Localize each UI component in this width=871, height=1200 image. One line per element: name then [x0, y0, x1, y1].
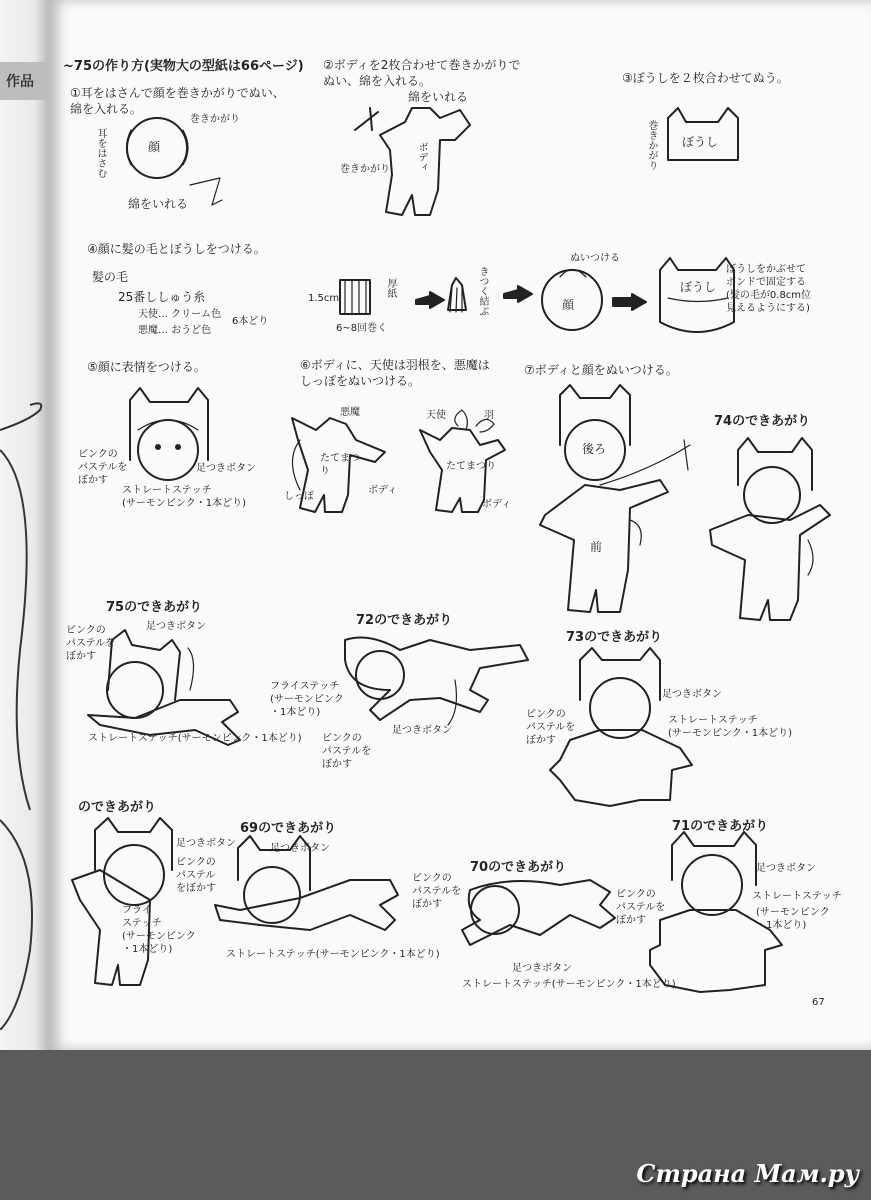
hair-making-illustration	[340, 258, 734, 332]
finished-70-straight: ストレートステッチ(サーモンピンク・1本どり)	[462, 979, 676, 990]
step5-instruction: ⑤顔に表情をつける。	[87, 360, 206, 374]
finished-73-button: 足つきボタン	[662, 689, 722, 700]
page-title: ~75の作り方(実物大の型紙は66ページ)	[63, 59, 304, 74]
finished-72-fly: フライステッチ (サーモンピンク ・1本どり)	[270, 681, 344, 718]
finished-71-salmon: (サーモンピンク ・1本どり)	[756, 907, 830, 931]
finished-75-straight: ストレートステッチ(サーモンピンク・1本どり)	[88, 733, 302, 744]
step2-body-label: ボディ	[416, 142, 427, 172]
step6-devil-label: 悪魔	[340, 407, 360, 418]
step1-makikagari-label: 巻きかがり	[190, 114, 240, 125]
step4-face: 顔	[562, 298, 575, 312]
finished-72-title: 72のできあがり	[356, 613, 453, 628]
step5-pink-label: ピンクの パステルを ぼかす	[78, 449, 128, 486]
step7-front-label: 前	[590, 540, 603, 554]
step5-straight-label: ストレートステッチ (サーモンピンク・1本どり)	[122, 485, 246, 509]
finished-69-button: 足つきボタン	[270, 843, 330, 854]
finished-72-pink: ピンクの パステルを ぼかす	[322, 733, 372, 770]
step4-note: ぼうしをかぶせて ボンドで固定する (髪の毛が0.8cm位 見えるようにする)	[726, 264, 812, 314]
step6-body-devil: ボディ	[368, 485, 398, 496]
finished-75-title: 75のできあがり	[106, 600, 203, 615]
finished-71-button: 足つきボタン	[756, 863, 816, 874]
finished-68-fly: フライ ステッチ (サーモンピンク ・1本どり)	[122, 905, 196, 955]
step4-devil-color: 悪魔… おうど色	[138, 325, 212, 336]
hat-illustration	[668, 108, 738, 160]
finished-71-title: 71のできあがり	[672, 819, 769, 834]
step6-body-angel: ボディ	[482, 499, 512, 510]
step4-angel-color: 天使… クリーム色	[138, 309, 222, 320]
finished-73-straight: ストレートステッチ (サーモンピンク・1本どり)	[668, 715, 792, 739]
step4-strands: 6本どり	[232, 316, 269, 327]
step6-angel-label: 天使	[426, 410, 446, 421]
assembly-illustration	[540, 385, 690, 612]
finished-74-title: 74のできあがり	[714, 414, 811, 429]
finished-73-title: 73のできあがり	[566, 630, 663, 645]
step3-makikagari-label: 巻きかがり	[646, 120, 657, 170]
step2-instruction: ②ボディを2枚合わせて巻きかがりで ぬい、綿を入れる。	[323, 58, 521, 88]
finished-75-button: 足つきボタン	[146, 621, 206, 632]
finished-69-straight: ストレートステッチ(サーモンピンク・1本どり)	[226, 949, 440, 960]
step4-hat: ぼうし	[680, 280, 717, 294]
step6-instruction: ⑥ボディに、天使は羽根を、悪魔は しっぽをぬいつける。	[300, 358, 490, 388]
step4-thread: 25番ししゅう糸	[118, 290, 206, 304]
finished-70-pink: ピンクの パステルを ぼかす	[412, 873, 462, 910]
doll-72-illustration	[345, 638, 528, 725]
finished-71-pink: ピンクの パステルを ぼかす	[616, 889, 666, 926]
chapter-tab-label: 作品	[6, 74, 34, 90]
step3-instruction: ③ぼうしを２枚合わせてぬう。	[622, 71, 789, 85]
step4-hair-title: 髪の毛	[92, 270, 129, 284]
doll-68-illustration	[72, 818, 172, 985]
doll-74-illustration	[710, 438, 830, 620]
finished-68-pink: ピンクの パステル をぼかす	[176, 857, 216, 894]
step2-wata-label: 綿をいれる	[408, 90, 469, 104]
step6-tail-label: しっぽ	[284, 491, 314, 502]
finished-72-button: 足つきボタン	[392, 725, 452, 736]
step4-paper: 厚紙	[385, 278, 396, 298]
finished-71-straight: ストレートステッチ	[752, 891, 842, 902]
step3-hat-label: ぼうし	[682, 135, 719, 149]
step4-sew: ぬいつける	[570, 253, 620, 264]
finished-69-title: 69のできあがり	[240, 821, 337, 836]
finished-70-button: 足つきボタン	[512, 963, 572, 974]
step4-cm: 1.5cm	[308, 293, 340, 304]
watermark: Страна Мам.ру	[636, 1159, 859, 1188]
step1-instruction: ①耳をはさんで顔を巻きかがりでぬい、 綿を入れる。	[70, 86, 285, 116]
step4-wind: 6~8回巻く	[336, 323, 388, 334]
step4-instruction: ④顔に髪の毛とぼうしをつける。	[87, 242, 266, 256]
step4-tie: きつく結ぶ	[477, 266, 488, 316]
body-illustration	[355, 108, 470, 215]
step1-face-label: 顔	[148, 140, 161, 154]
finished-70-title: 70のできあがり	[470, 860, 567, 875]
page-number: 67	[812, 997, 825, 1008]
step1-ear-label: 耳をはさむ	[95, 128, 106, 178]
step1-wata-label: 綿をいれる	[128, 197, 189, 211]
doll-70-illustration	[462, 880, 615, 945]
step7-back-label: 後ろ	[582, 442, 607, 456]
step5-button-label: 足つきボタン	[196, 463, 256, 474]
finished-73-pink: ピンクの パステルを ぼかす	[526, 709, 576, 746]
step6-wing-label: 羽	[484, 410, 494, 421]
face-circle-illustration	[127, 118, 223, 205]
finished-75-pink: ピンクの パステルを ぼかす	[66, 625, 116, 662]
step6-tatematsuri-devil: たてまつり	[320, 453, 360, 477]
step7-instruction: ⑦ボディと顔をぬいつける。	[524, 363, 678, 377]
finished-68-title: のできあがり	[78, 800, 157, 815]
step2-makikagari-label: 巻きかがり	[340, 164, 390, 175]
step6-tatematsuri-angel: たてまつり	[446, 461, 496, 472]
finished-68-button: 足つきボタン	[176, 838, 236, 849]
